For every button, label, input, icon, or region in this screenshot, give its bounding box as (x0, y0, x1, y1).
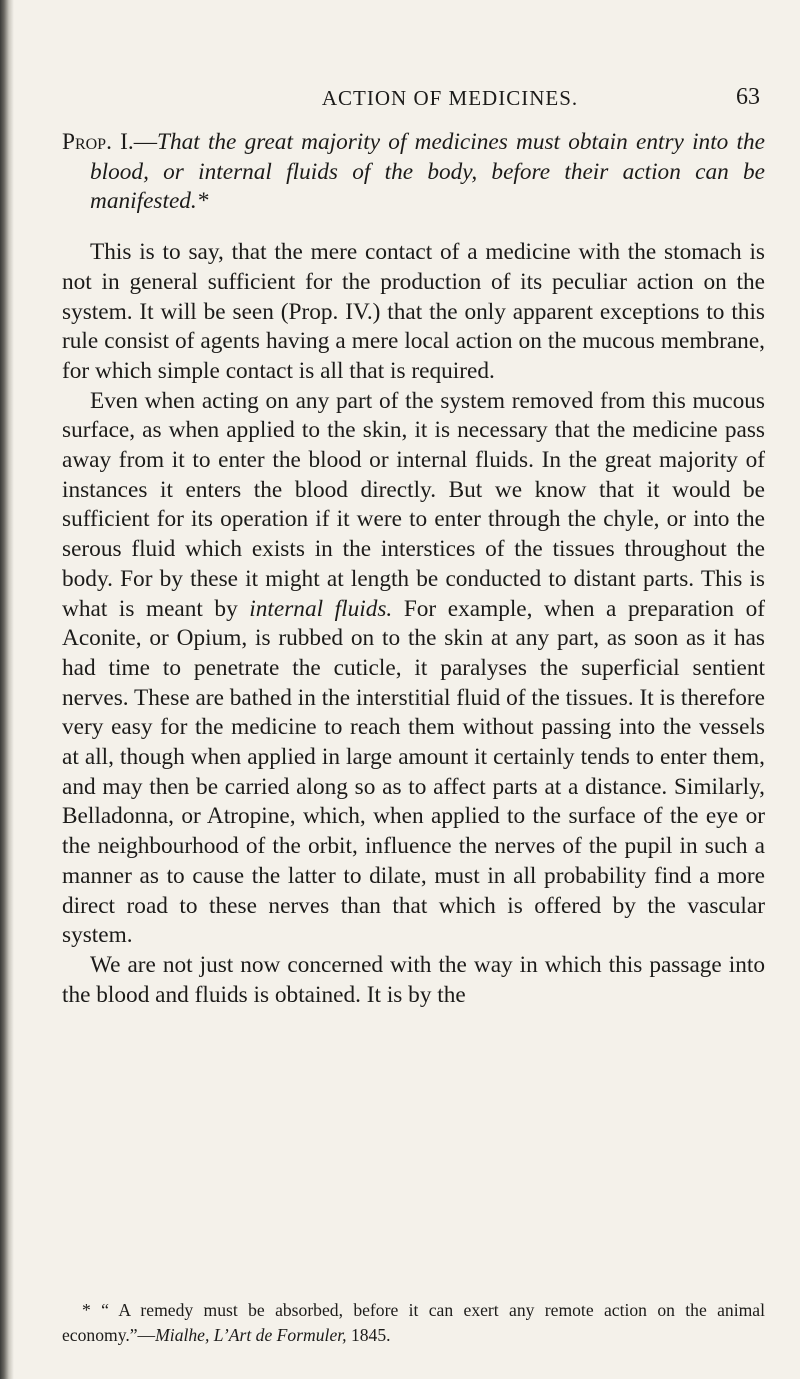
footnote (62, 1298, 765, 1348)
page-header (140, 82, 760, 118)
footnote-year: 1845. (346, 1325, 391, 1345)
binding-edge (0, 0, 14, 1379)
paragraph-3: We are not just now concerned with the way in which this passage into the blood and fluids is obtained. It is by the (62, 951, 765, 1008)
proposition (62, 128, 765, 217)
paragraph-2-part-1: Even when acting on any part of the system removed from this mucous surface, as when applied to the skin, it is necessary that the medicine pass away from it to enter the blood or internal fluids. In the great majority of instances it enters the blood directly. But we know that it would be sufficient for its operation if it were to enter through the chyle, or into the serous fluid which exists in the interstices of the tissues throughout the body. For by these it might at length be conducted to distant parts. This is what is meant by (62, 387, 765, 622)
footnote-text: * “ A remedy must be absorbed, before it can exert any remote action on the animal economy.”— (62, 1300, 765, 1345)
running-head: ACTION OF MEDICINES. (321, 86, 579, 110)
page-number: 63 (736, 84, 760, 110)
proposition-label: Prop. I. (62, 129, 134, 155)
body-text (62, 128, 765, 1010)
paragraph-2-emphasis: internal fluids. (249, 595, 393, 622)
footnote-source: Mialhe, L’Art de Formuler, (155, 1325, 347, 1345)
paragraph-2 (62, 387, 765, 951)
paragraph-2-part-2: For example, when a preparation of Aconite, or Opium, is rubbed on to the skin at any part, as soon as it has had time to penetrate the cuticle, it paralyses the superficial sentient nerves. These are bathed in the interstitial fluid of the tissues. It is therefore very easy for the medicine to reach them without passing into the vessels at all, though when applied in large amount it certainly tends to enter them, and may then be carried along so as to affect parts at a distance. Similarly, Belladonna, or Atropine, which, when applied to the surface of the eye or the neighbourhood of the orbit, influence the nerves of the pupil in such a manner as to cause the latter to dilate, must in all probability find a more direct road to these nerves than that which is offered by the vascular system. (62, 595, 766, 949)
proposition-text: That the great majority of medicines must obtain entry into the blood, or internal fluids of the body, before their action can be manifested.* (90, 129, 765, 215)
paragraph-1: This is to say, that the mere contact of a medicine with the stomach is not in general sufficient for the production of its peculiar action on the system. It will be seen (Prop. IV.) that the only apparent exceptions to this rule consist of agents having a mere local action on the mucous membrane, for which simple contact is all that is required. (62, 239, 765, 384)
proposition-dash: — (133, 129, 157, 155)
